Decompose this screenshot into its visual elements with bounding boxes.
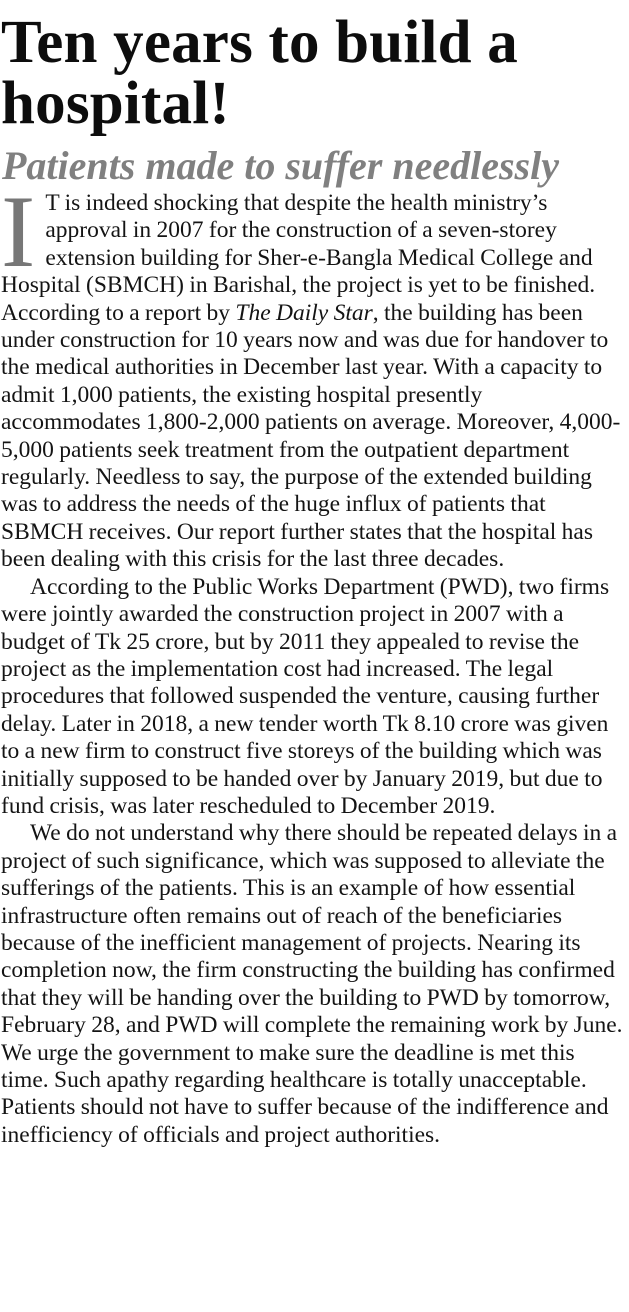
headline-line-1: Ten years to build a (1, 9, 518, 76)
subheadline: Patients made to suffer needlessly (2, 143, 559, 188)
paragraph-1-text-a: T is indeed shocking that despite the health ministry’s approval in 2007 for the construction of a seven-storey extension building for Sher-e-Bangla Medical College and Hospital (SBMCH) in Barishal, the project is yet to be finished. According to a report by (1, 190, 596, 326)
paragraph-2: According to the Public Works Department (PWD), two firms were jointly awarded the construction project in 2007 with a budget of Tk 25 crore, but by 2011 they appealed to revise the project as the implementation cost had increased. The legal procedures that followed suspended the venture, causing further delay. Later in 2018, a new tender worth Tk 8.10 crore was given to a new firm to construct five storeys of the building which was initially supposed to be handed over by January 2019, but due to fund crisis, was later rescheduled to December 2019. (1, 573, 610, 819)
paragraph-3: We do not understand why there should be repeated delays in a project of such significance, which was supposed to alleviate the sufferings of the patients. This is an example of how essential infrastructure often remains out of reach of the beneficiaries because of the inefficient management of projects. Nearing its completion now, the firm constructing the building has confirmed that they will be handing over the building to PWD by tomorrow, February 28, and PWD will complete the remaining work by June. We urge the government to make sure the deadline is met this time. Such apathy regarding healthcare is totally unacceptable. Patients should not have to suffer because of the indifference and inefficiency of officials and project authorities. (1, 820, 623, 1148)
paragraph-1 (1, 175, 627, 574)
headline-line-2: hospital! (1, 70, 230, 137)
article-body (1, 175, 627, 1149)
headline (1, 9, 627, 137)
paragraph-1-text-b: , the building has been under construction for 10 years now and was due for handover to the medical authorities in December last year. With a capacity to admit 1,000 patients, the existing hospital presently accommodates 1,800-2,000 patients on average. Moreover, 4,000-5,000 patients seek treatment from the outpatient department regularly. Needless to say, the purpose of the extended building was to address the needs of the huge influx of patients that SBMCH receives. Our report further states that the hospital has been dealing with this crisis for the last three decades. (1, 299, 621, 573)
source-publication: The Daily Star (235, 299, 373, 326)
drop-cap: I (1, 175, 36, 289)
